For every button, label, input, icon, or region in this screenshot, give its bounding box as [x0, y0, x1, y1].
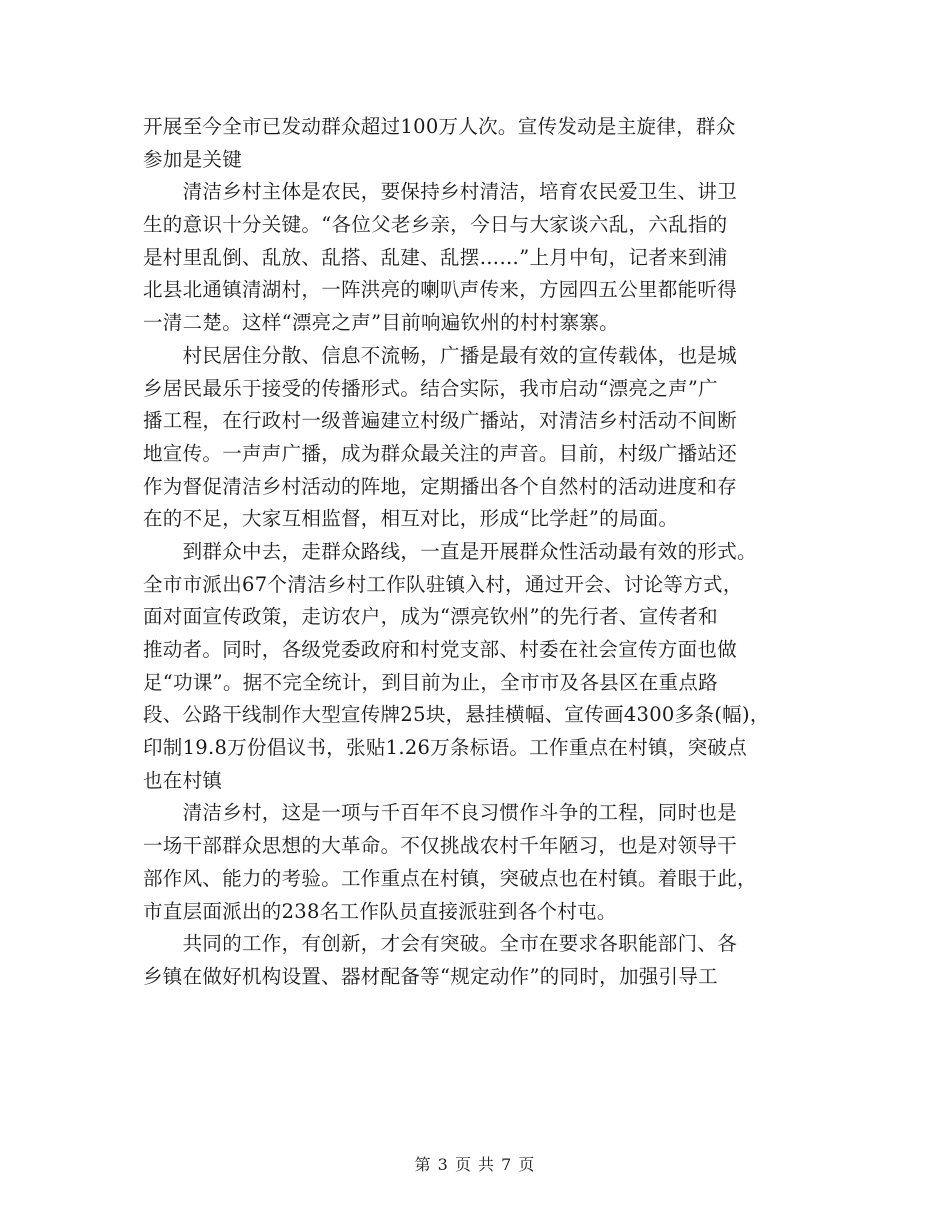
text-line: 乡居民最乐于接受的传播形式。结合实际，我市启动“漂亮之声”广: [143, 376, 718, 400]
text-line: 市直层面派出的238名工作队员直接派驻到各个村屯。: [143, 899, 617, 923]
text-line: 足“功课”。据不完全统计，到目前为止，全市市及各县区在重点路: [143, 670, 718, 694]
text-line: 作为督促清洁乡村活动的阵地，定期播出各个自然村的活动进度和存: [143, 474, 738, 498]
text-line: 地宣传。一声声广播，成为群众最关注的声音。目前，村级广播站还: [143, 441, 738, 465]
text-line: 参加是关键: [143, 147, 243, 171]
text-line: 村民居住分散、信息不流畅，广播是最有效的宣传载体，也是城: [143, 343, 738, 367]
text-line: 清洁乡村，这是一项与千百年不良习惯作斗争的工程，同时也是: [143, 801, 738, 825]
text-line: 印制19.8万份倡议书，张贴1.26万条标语。工作重点在村镇，突破点: [143, 736, 748, 760]
page-number-footer: 第 3 页 共 7 页: [414, 1155, 536, 1174]
text-line: 段、公路干线制作大型宣传牌25块，悬挂横幅、宣传画4300多条(幅)，: [143, 703, 770, 727]
text-line: 开展至今全市已发动群众超过100万人次。宣传发动是主旋律，群众: [143, 115, 736, 138]
text-line: 也在村镇: [143, 768, 223, 792]
text-line: 生的意识十分关键。“各位父老乡亲，今日与大家谈六乱，六乱指的: [143, 213, 728, 237]
text-line: 播工程，在行政村一级普遍建立村级广播站，对清洁乡村活动不间断: [143, 409, 738, 433]
text-line: 部作风、能力的考验。工作重点在村镇，突破点也在村镇。着眼于此，: [143, 866, 757, 890]
text-line: 一清二楚。这样“漂亮之声”目前响遍钦州的村村寨寨。: [143, 311, 619, 335]
text-line: 面对面宣传政策，走访农户，成为“漂亮钦州”的先行者、宣传者和: [143, 605, 718, 629]
text-line: 推动者。同时，各级党委政府和村党支部、村委在社会宣传方面也做: [143, 638, 738, 661]
text-line: 北县北通镇清湖村，一阵洪亮的喇叭声传来，方园四五公里都能听得: [143, 278, 738, 302]
text-line: 共同的工作，有创新，才会有突破。全市在要求各职能部门、各: [143, 932, 738, 956]
text-line: 到群众中去，走群众路线，一直是开展群众性活动最有效的形式。: [143, 539, 757, 563]
text-line: 清洁乡村主体是农民，要保持乡村清洁，培育农民爱卫生、讲卫: [143, 180, 738, 204]
body-text: [143, 111, 811, 994]
text-line: 是村里乱倒、乱放、乱搭、乱建、乱摆……”上月中旬，记者来到浦: [143, 245, 728, 269]
text-line: 乡镇在做好机构设置、器材配备等“规定动作”的同时，加强引导工: [143, 964, 718, 988]
text-line: 一场干部群众思想的大革命。不仅挑战农村千年陋习，也是对领导干: [143, 834, 738, 858]
text-line: 全市市派出67个清洁乡村工作队驻镇入村，通过开会、讨论等方式，: [143, 572, 743, 596]
text-line: 在的不足，大家互相监督，相互对比，形成“比学赶”的局面。: [143, 507, 679, 531]
